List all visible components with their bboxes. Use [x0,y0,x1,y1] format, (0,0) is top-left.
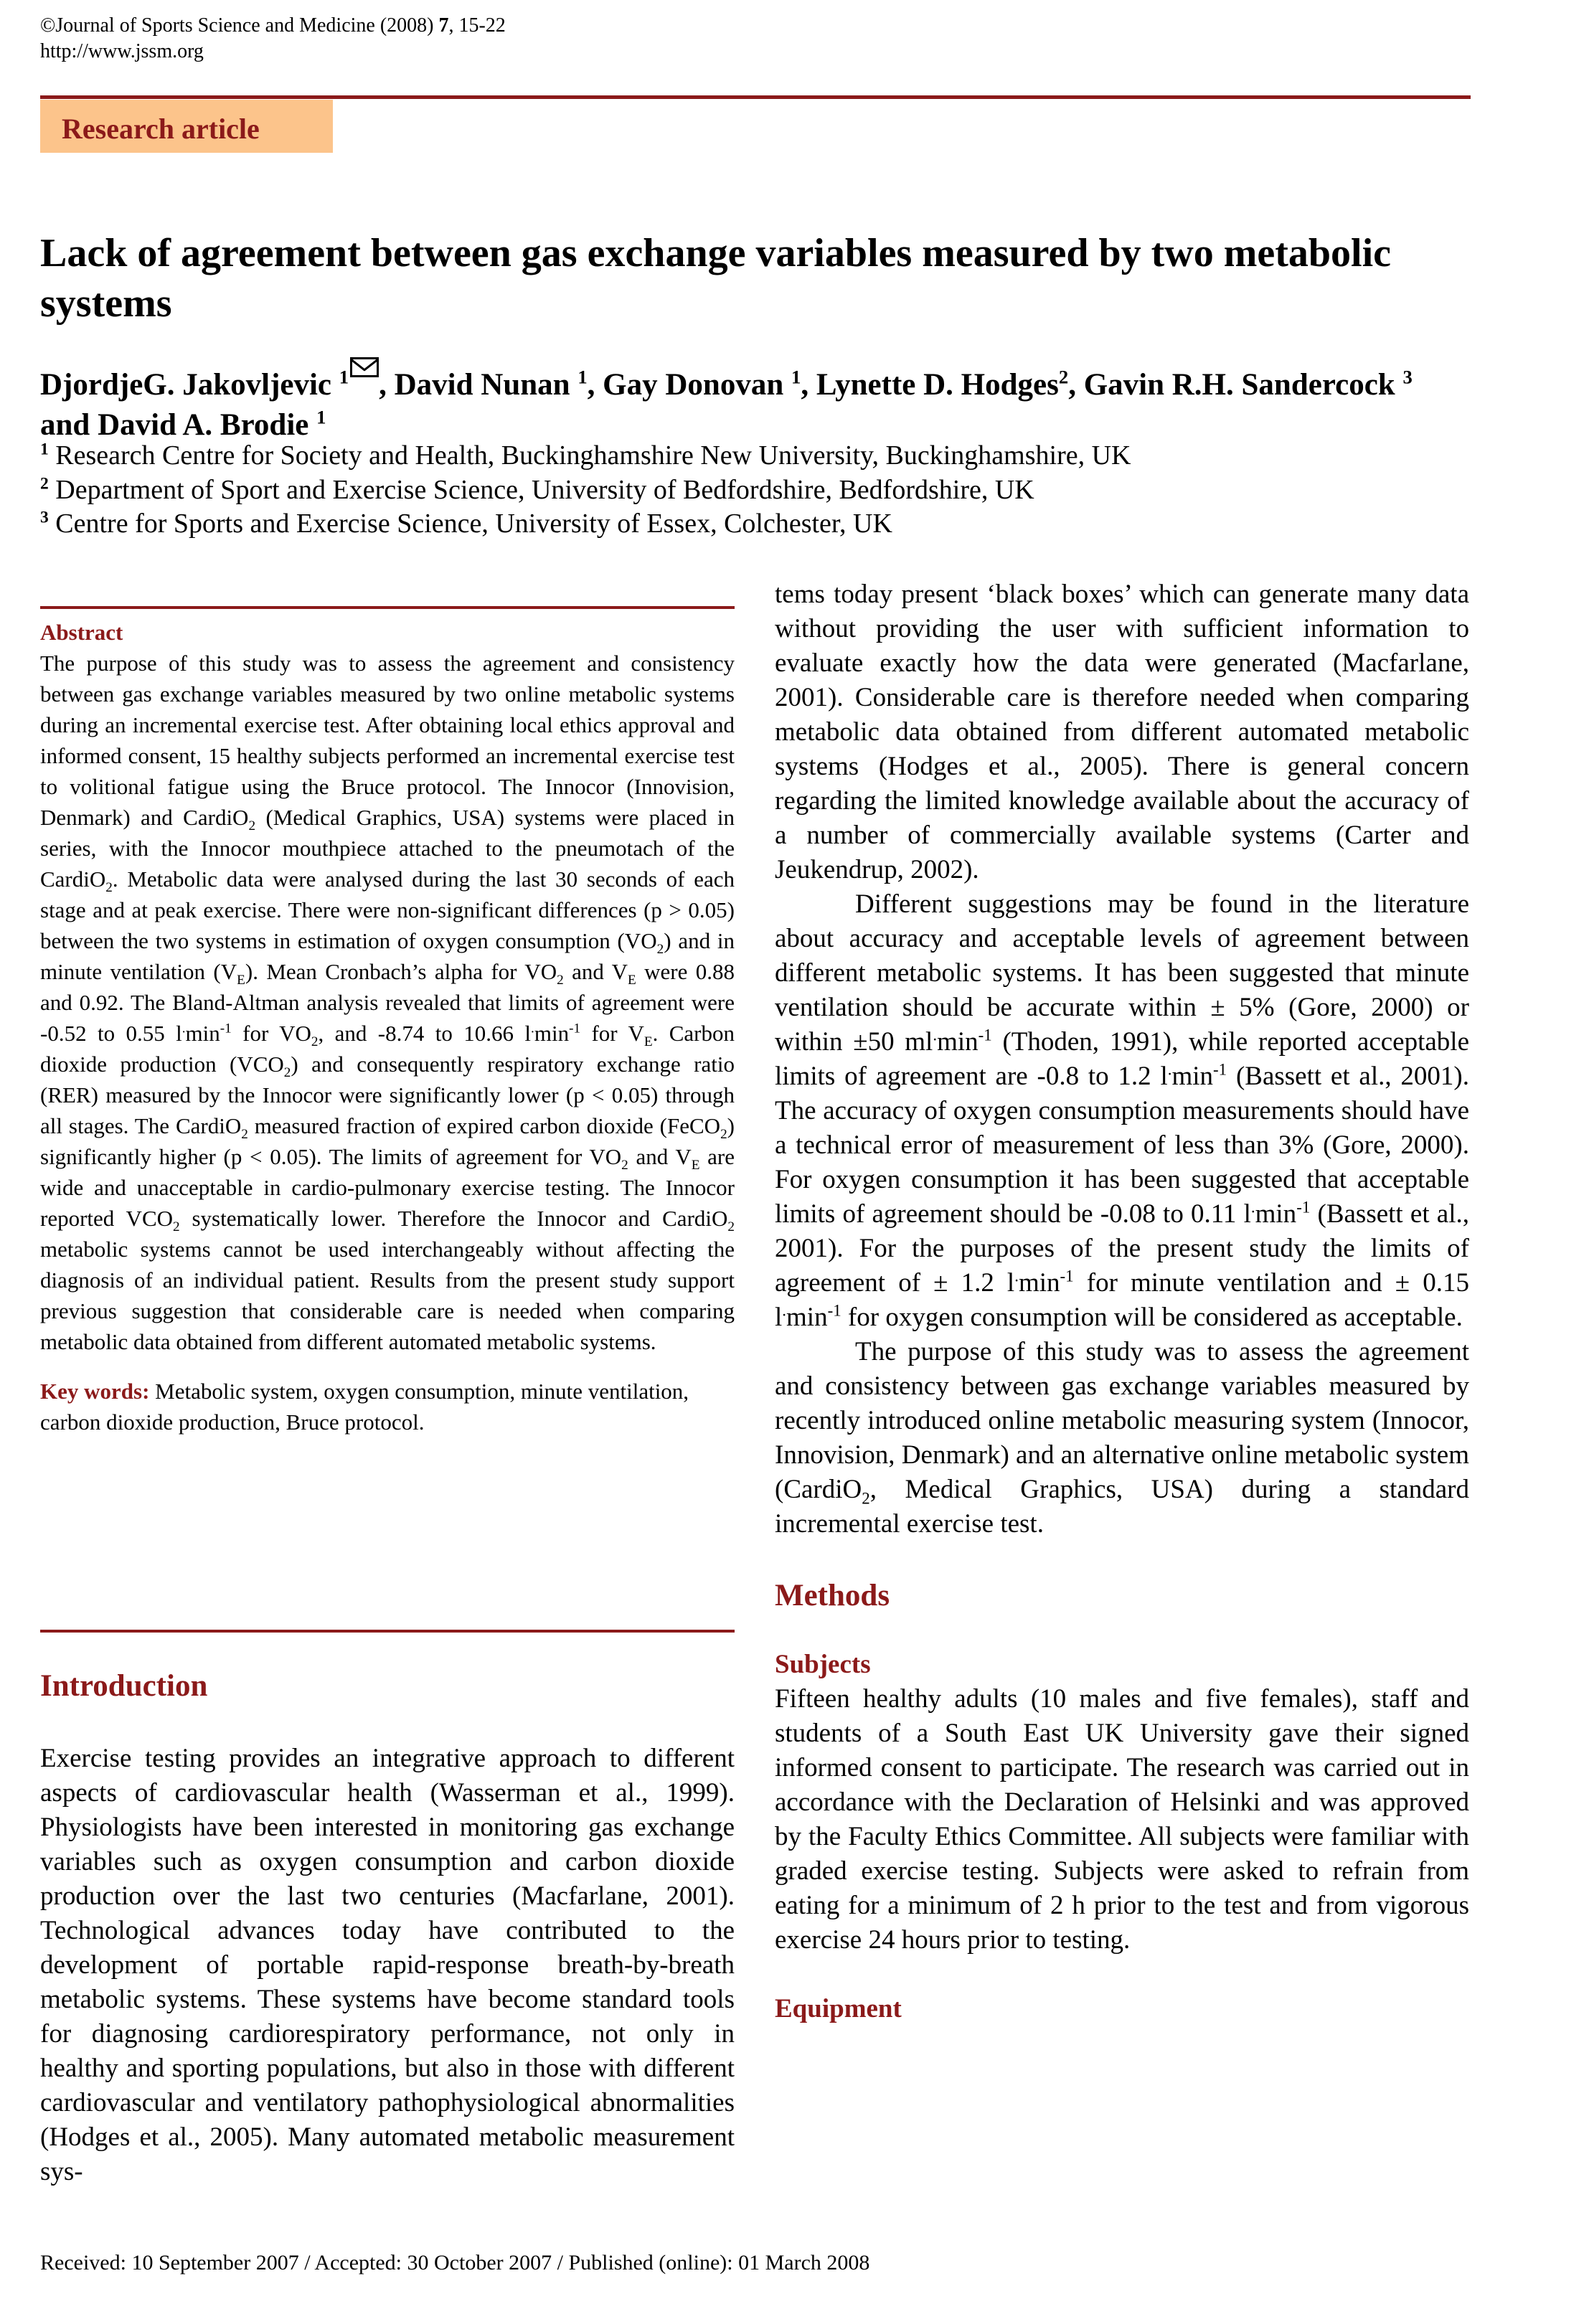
subjects-text: Fifteen healthy adults (10 males and five females), staff and students of a South East UK University gave their signed informed consent to participate. The research was carried out in accordance with the Declaration of Helsinki and was approved by the Faculty Ethics Committee. All subjects were familiar with graded exercise testing. Subjects were asked to refrain from eating for a minimum of 2 h prior to the test and from vigorous exercise 24 hours prior to testing. [775,1684,1469,1955]
article-type-label: Research article [62,113,260,145]
journal-url[interactable]: http://www.jssm.org [40,40,204,62]
affiliation-1: $^1$ Research Centre for Society and Health, Buckinghamshire New University, Buckinghamshire, UK [40,440,1131,471]
envelope-icon[interactable] [350,357,379,377]
author-list: DjordjeG. Jakovljevic $^1$ , David Nunan $^1$, Gay Donovan $^1$, Lynette D. Hodges$^2$, Gavin R.H. Sandercock $^3$ and David A. Brodie $^1$ [40,357,1561,445]
abstract-top-rule [40,606,735,609]
intro-paragraph-continued: tems today present ‘black boxes’ which can generate many data without providing the user with sufficient information to evaluate exactly how the data were generated (Macfarlane, 2001). Considerable care is therefore needed when comparing metabolic data obtained from different automated metabolic systems (Hodges et al., 2005). There is general concern regarding the limited knowledge available about the accuracy of a number of commercially available systems (Carter and Jeukendrup, 2002). [775,580,1469,884]
header-rule [40,95,1471,99]
accuracy-paragraph: Different suggestions may be found in the literature about accuracy and acceptable levels of agreement between different metabolic systems. It has been suggested that minute ventilation should be accurate within ± 5% (Gore, 2000) or within ±50 $ml^.\min^{-1}$ (Thoden, 1991), while reported acceptable limits of agreement are -0.8 to 1.2 $l^.\min^{-1}$ (Bassett et al., 2001). The accuracy of oxygen consumption measurements should have a technical error of measurement of less than 3% (Gore, 2000). For oxygen consumption it has been suggested that acceptable limits of agreement should be -0.08 to 0.11 $l^.\min^{-1}$ (Bassett et al., 2001). For the purposes of the present study the limits of agreement of ± 1.2 $l^.\min^{-1}$ for minute ventilation and ± 0.15 $l^.\min^{-1}$ for oxygen consumption will be considered as acceptable. [775,889,1469,1332]
purpose-paragraph: The purpose of this study was to assess the agreement and consistency between gas exchange variables measured by recently introduced online metabolic measuring system (Innocor, Innovision, Denmark) and an alternative online metabolic system (CardiO$_2$, Medical Graphics, USA) during a standard incremental exercise test. [775,1337,1469,1539]
introduction-text: Exercise testing provides an integrative approach to different aspects of cardiovascular health (Wasserman et al., 1999). Physiologists have been interested in monitoring gas exchange variables such as oxygen consumption and carbon dioxide production over the last two centuries (Macfarlane, 2001). Technological advances today have contributed to the development of portable rapid-response breath-by-breath metabolic systems. These systems have become standard tools for diagnosing cardiorespiratory performance, not only in healthy and sporting populations, but also in those with different cardiovascular and ventilatory pathophysiological abnormalities (Hodges et al., 2005). Many automated metabolic measurement sys- [40,1744,735,2186]
publication-dates: Received: 10 September 2007 / Accepted: 30 October 2007 / Published (online): 01 March 2008 [40,2251,870,2275]
abstract [40,617,735,1437]
keywords: Key words: Metabolic system, oxygen consumption, minute ventilation, carbon dioxide production, Bruce protocol. [40,1379,689,1435]
methods-heading: Methods [775,1579,890,1612]
introduction-heading: Introduction [40,1669,208,1703]
abstract-text: The purpose of this study was to assess the agreement and consistency between gas exchange variables measured by two online metabolic systems during an incremental exercise test. After obtaining local ethics approval and informed consent, 15 healthy subjects performed an incremental exercise test to volitional fatigue using the Bruce protocol. The Innocor (Innovision, Denmark) and CardiO$_2$ (Medical Graphics, USA) systems were placed in series, with the Innocor mouthpiece attached to the pneumotach of the CardiO$_2$. Metabolic data were analysed during the last 30 seconds of each stage and at peak exercise. There were non-significant differences (p > 0.05) between the two systems in estimation of oxygen consumption $(VO_2)$ and in minute ventilation $(V_E)$. Mean Cronbach’s alpha for $VO_2$ and $V_E$ were 0.88 and 0.92. The Bland-Altman analysis revealed that limits of agreement were -0.52 to 0.55 $l^.\min^{-1}$ for $VO_2$, and -8.74 to 10.66 $l^.\min^{-1}$ for $V_E$. Carbon dioxide production $(VCO_2)$ and consequently respiratory exchange ratio (RER) measured by the Innocor were significantly lower (p < 0.05) through all stages. The CardiO$_2$ measured fraction of expired carbon dioxide (FeCO$_2$) significantly higher (p < 0.05). The limits of agreement for $VO_2$ and $V_E$ are wide and unacceptable in cardio-pulmonary exercise testing. The Innocor reported $VCO_2$ systematically lower. Therefore the Innocor and CardiO$_2$ metabolic systems cannot be used interchangeably without affecting the diagnosis of an individual patient. Results from the present study support previous suggestion that considerable care is needed when comparing metabolic data obtained from different automated metabolic systems. [40,651,735,1354]
abstract-heading: Abstract [40,620,123,645]
abstract-bottom-rule [40,1630,735,1633]
journal-header [40,13,506,65]
subjects-heading: Subjects [775,1650,871,1679]
right-column [775,577,1469,2026]
journal-citation: ©Journal of Sports Science and Medicine (2008) 7, 15-22 [40,14,506,37]
affiliation-3: $^3$ Centre for Sports and Exercise Science, University of Essex, Colchester, UK [40,508,892,539]
paper-title: Lack of agreement between gas exchange variables measured by two metabolic systems [40,231,1391,326]
equipment-heading: Equipment [775,1994,902,2023]
affiliation-2: $^2$ Department of Sport and Exercise Science, University of Bedfordshire, Bedfordshire, UK [40,474,1034,505]
